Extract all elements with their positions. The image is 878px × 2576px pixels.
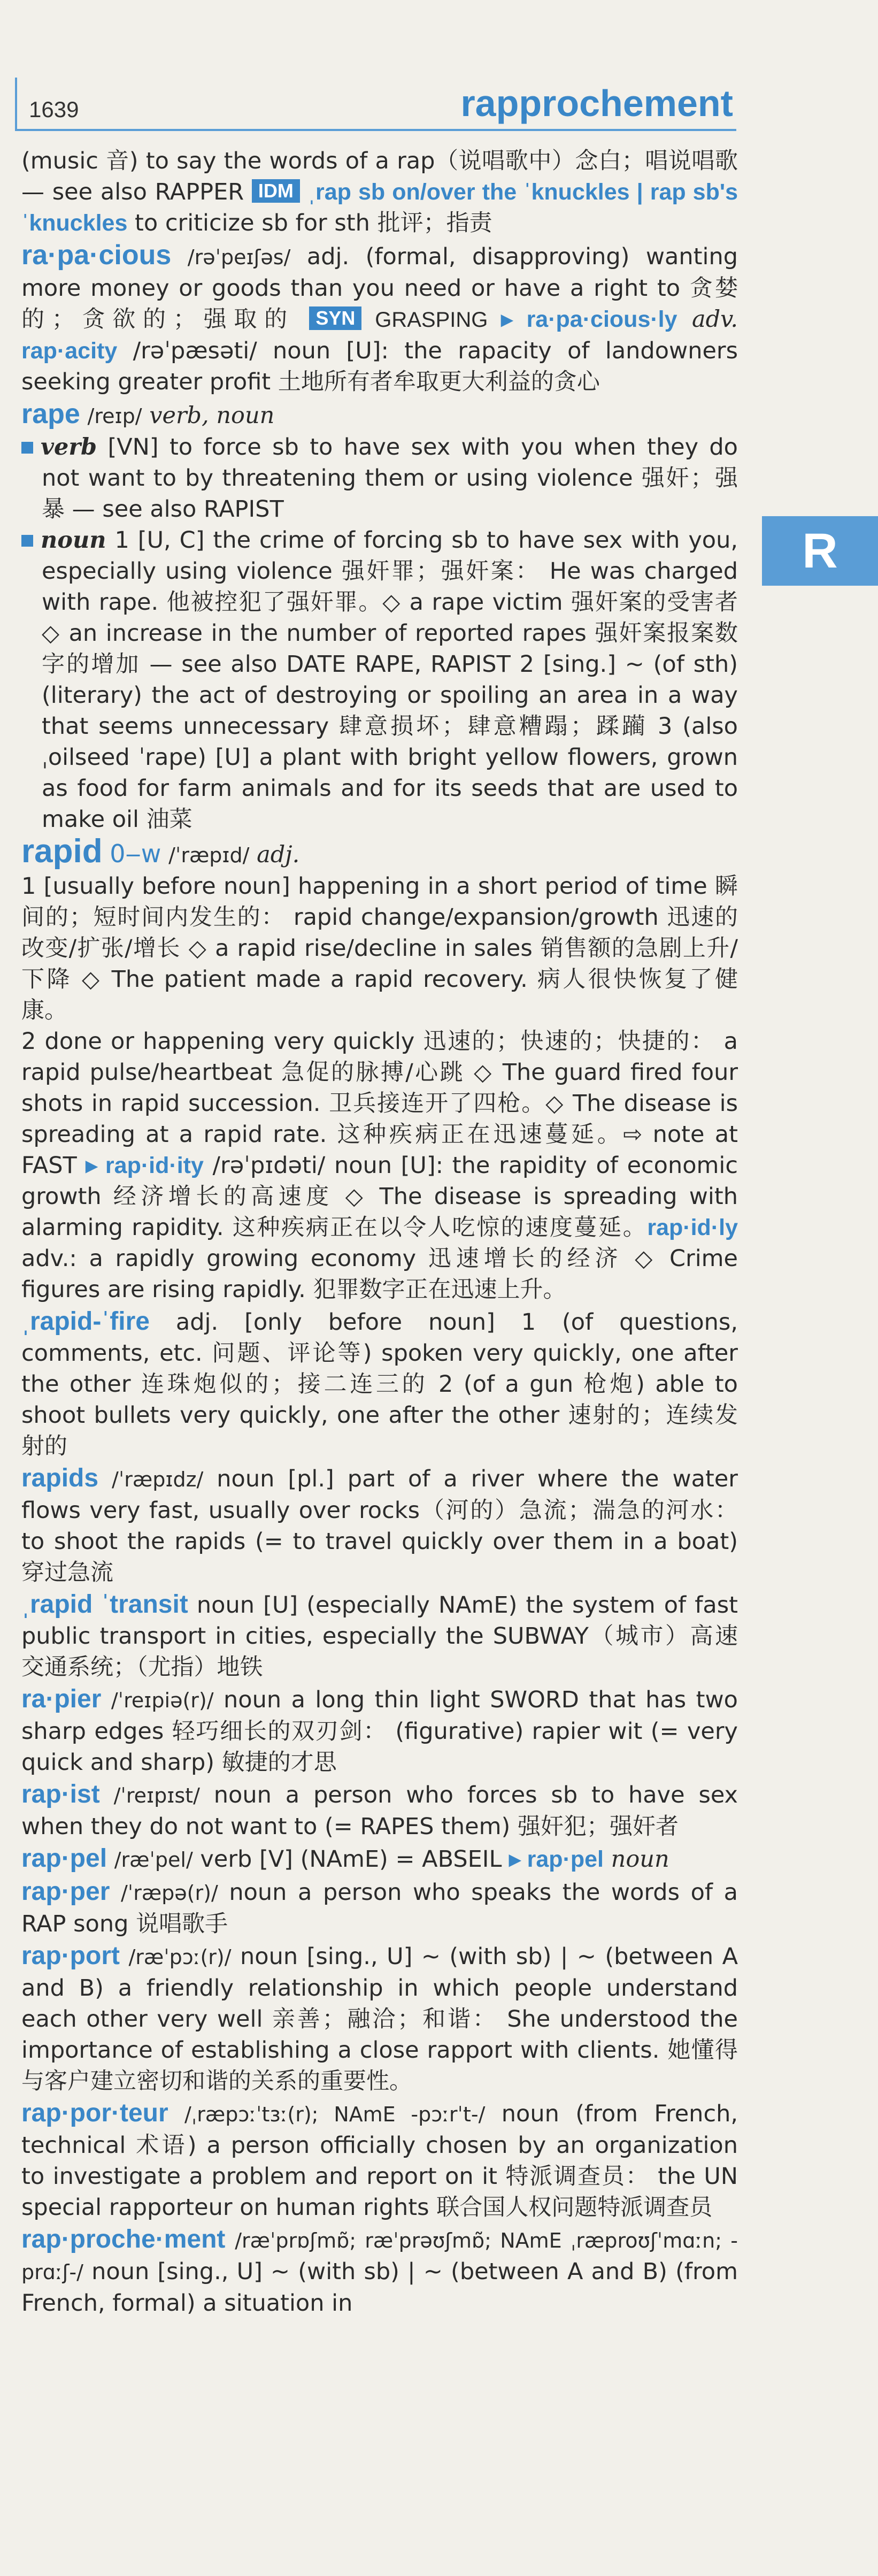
headword: rapids (21, 1464, 99, 1492)
definition: 2 done or happening very quickly 迅速的；快速的；快捷的： a rapid pulse/heartbeat 急促的脉搏/心跳 ◇ The guard fired four shots in rapid succession. 卫兵接连开了四枪。◇ The disease is spreading at a rapid rate. 这种疾病正在迅速蔓延。⇨ note at FAST (21, 1028, 738, 1179)
definition: 1 [U, C] the crime of forcing sb to have sex with you, especially using violence 强奸罪；强奸案： He was charged with rape. 他被控犯了强奸罪。◇ a rape victim 强奸案的受害者 ◇ an increase in the number of reported rapes 强奸案报案数字的增加 — see also DATE RAPE, RAPIST 2 [sing.] ~ (of sth) (literary) the act of destroying or spoiling an area in a way that seems unnecessary 肆意损坏；肆意糟蹋；蹂躏 3 (also ˌoilseed ˈrape) [U] a plant with bright yellow flowers, grown as food for farm animals and for its seeds that are used to make oil 油菜 (42, 527, 738, 833)
headword: rap·per (21, 1877, 110, 1906)
derivative-definition: /rəˈpɪdəti/ noun [U]: the rapidity of economic growth 经济增长的高速度 ◇ The disease is spreading with alarming rapidity. 这种疾病正在以令人吃惊的速度蔓延。 (21, 1152, 738, 1241)
headword: ra·pier (21, 1685, 102, 1713)
headword: rap·port (21, 1942, 120, 1970)
entry-rape (21, 398, 738, 835)
entry-text: to criticize sb for sth 批评；指责 (127, 210, 492, 236)
definition: adj. [only before noun] 1 (of questions, comments, etc. 问题、评论等) spoken very quickly, one after the other 连珠炮似的；接二连三的 2 (of a gun 枪炮) able to shoot bullets very quickly, one after the other 速射的；连续发射的 (21, 1309, 738, 1460)
entry-rapids (21, 1463, 738, 1588)
pos-label: verb (41, 434, 97, 461)
definition: [VN] to force sb to have sex with you when they do not want to by threatening them or using violence 强奸；强暴 — see also RAPIST (42, 434, 738, 523)
headword: rapid (21, 833, 103, 870)
pronunciation: /ræˈpel/ (114, 1848, 193, 1872)
definition: noun [sing., U] ~ (with sb) | ~ (between A and B) a friendly relationship in which people understand each other very well 亲善；融洽；和谐： She understood the importance of establishing a close rapport with clients. 她懂得与客户建立密切和谐的关系的重要性。 (21, 1943, 738, 2095)
definition: noun a person who speaks the words of a RAP song 说唱歌手 (21, 1879, 738, 1937)
headword: rap·pel (21, 1844, 107, 1873)
synonym: GRASPING (361, 308, 502, 332)
key-icon: 0‒w (110, 839, 161, 868)
pronunciation: /ˈræpə(r)/ (120, 1881, 218, 1905)
sense-verb (21, 432, 738, 525)
entry-rappel (21, 1843, 738, 1875)
syn-badge: SYN (309, 306, 361, 330)
pronunciation: /ˌræpɔːˈtɜː(r); NAmE -pɔːrˈt-/ (184, 2103, 486, 2126)
page-header (15, 78, 736, 131)
pronunciation: /ˈreɪpiə(r)/ (111, 1689, 214, 1712)
derivative-headword: ▸ ra·pa·cious·ly (501, 306, 677, 332)
headword: rap·por·teur (21, 2099, 168, 2127)
pronunciation: /ræˈpɔː(r)/ (128, 1945, 232, 1969)
entry-rapport (21, 1941, 738, 2097)
square-bullet-icon (21, 442, 33, 454)
idm-badge: IDM (252, 179, 300, 203)
entry-text: (music 音) to say the words of a rap（说唱歌中）念白；唱说唱歌 — see also RAPPER (21, 148, 738, 205)
section-letter: R (802, 523, 838, 578)
dictionary-column (21, 145, 738, 2319)
entry-rapid (21, 833, 738, 1305)
definition: noun [U] (especially NAmE) the system of fast public transport in cities, especially the SUBWAY（城市）高速交通系统；（尤指）地铁 (21, 1592, 738, 1681)
pronunciation: /ˈræpɪdz/ (112, 1468, 204, 1491)
entry-rapid-transit (21, 1589, 738, 1683)
square-bullet-icon (21, 535, 33, 547)
part-of-speech: verb, noun (142, 402, 275, 429)
entry-rapist (21, 1779, 738, 1842)
entry-rapid-fire (21, 1306, 738, 1462)
definition: adj. (formal, disapproving) wanting more money or goods than you need or have a right to 贪婪的；贪欲的；强取的 (21, 243, 738, 333)
derivative-definition: adv.: a rapidly growing economy 迅速增长的经济 ◇ Crime figures are rising rapidly. 犯罪数字正在迅速上升。 (21, 1245, 738, 1303)
headword: ˌrapid ˈtransit (21, 1590, 188, 1619)
entry-rapacious (21, 240, 738, 397)
part-of-speech: noun (604, 1846, 669, 1873)
part-of-speech: adj. (249, 841, 300, 868)
sense-noun (21, 525, 738, 835)
headword: rap·proche·ment (21, 2225, 226, 2253)
definition: noun (from French, technical 术语) a person officially chosen by an organization to investigate a problem and report on it 特派调查员： the UN special rapporteur on human rights 联合国人权问题特派调查员 (21, 2100, 738, 2221)
page-number: 1639 (29, 97, 79, 122)
idiom-phrase: ˌrap sb on/over the ˈknuckles | rap sb's ˈknuckles (21, 179, 738, 236)
entry-rapper (21, 1876, 738, 1939)
pos-label: noun (41, 527, 106, 554)
pronunciation: /reɪp/ (87, 404, 142, 428)
pronunciation: /ræˈprɒʃmɒ̃; ræˈprəʊʃmɒ̃; NAmE ˌræproʊʃˈmɑːn; -prɑːʃ-/ (21, 2229, 738, 2284)
entry-rapprochement (21, 2224, 738, 2319)
section-letter-tab (762, 516, 878, 586)
entry-rapporteur (21, 2098, 738, 2223)
running-head: rapprochement (460, 82, 733, 124)
pronunciation: /ˈræpɪd/ (168, 844, 250, 867)
sense-1: 1 [usually before noun] happening in a short period of time 瞬间的；短时间内发生的： rapid change/expansion/growth 迅速的改变/扩张/增长 ◇ a rapid rise/decline in sales 销售额的急剧上升/下降 ◇ The patient made a rapid recovery. 病人很快恢复了健康。 (21, 873, 738, 1024)
headword: rape (21, 398, 80, 430)
derivative-headword: rap·id·ly (647, 1215, 738, 1240)
derivative-definition: /rəˈpæsəti/ noun [U]: the rapacity of landowners seeking greater profit 土地所有者牟取更大利益的贪心 (21, 338, 738, 395)
derivative-headword: rap·acity (21, 338, 118, 364)
headword: ˌrapid-ˈfire (21, 1307, 150, 1336)
pronunciation: /rəˈpeɪʃəs/ (187, 246, 291, 269)
definition: noun a person who forces sb to have sex when they do not want to (= RAPES them) 强奸犯；强奸者 (21, 1782, 738, 1840)
part-of-speech: adv. (677, 306, 738, 333)
headword: ra·pa·cious (21, 240, 172, 271)
derivative-headword: ▸ rap·id·ity (86, 1153, 204, 1178)
sense-2 (21, 1026, 738, 1305)
entry-rap-continued (21, 145, 738, 239)
definition: noun a long thin light SWORD that has two sharp edges 轻巧细长的双刃剑： (figurative) rapier wit (= very quick and sharp) 敏捷的才思 (21, 1686, 738, 1776)
definition: verb [V] (NAmE) = ABSEIL (192, 1846, 510, 1873)
definition: noun [pl.] part of a river where the water flows very fast, usually over rocks（河的）急流；湍急的河水： to shoot the rapids (= to travel quickly over them in a boat) 穿过急流 (21, 1466, 738, 1586)
definition: noun [sing., U] ~ (with sb) | ~ (between A and B) (from French, formal) a situation in (21, 2258, 738, 2317)
headword: rap·ist (21, 1780, 100, 1808)
entry-rapier (21, 1684, 738, 1778)
pronunciation: /ˈreɪpɪst/ (113, 1784, 200, 1807)
derivative-headword: ▸ rap·pel (509, 1846, 604, 1872)
